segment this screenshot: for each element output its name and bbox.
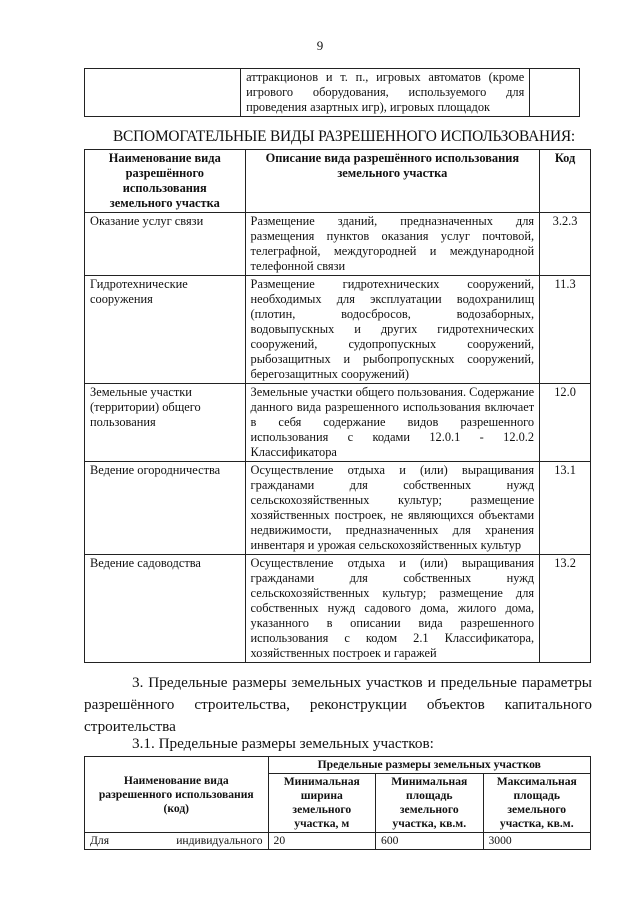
row-name: Ведение садоводства [85, 555, 246, 663]
row-name: Оказание услуг связи [85, 213, 246, 276]
table-row [85, 213, 591, 276]
table-header-row [85, 150, 591, 213]
plot-size-table [84, 756, 591, 850]
header-size-group: Предельные размеры земельных участков [268, 757, 590, 774]
row-description: Размещение зданий, предназначенных для размещения пунктов оказания услуг почтовой, телеграфной, междугородней и международной телефонной связи [245, 213, 540, 276]
header-min-width: Минимальная ширина земельного участка, м [268, 774, 375, 833]
table-header-row [85, 757, 591, 774]
row-name: Гидротехнические сооружения [85, 276, 246, 384]
row-name: Земельные участки (территории) общего пользования [85, 384, 246, 462]
table-cell-empty [85, 69, 241, 117]
header-description: Описание вида разрешённого использования земельного участка [245, 150, 540, 213]
paragraph-3-1: 3.1. Предельные размеры земельных участков: [132, 735, 434, 752]
continued-table [84, 68, 580, 117]
section-title: ВСПОМОГАТЕЛЬНЫЕ ВИДЫ РАЗРЕШЕННОГО ИСПОЛЬЗОВАНИЯ: [112, 128, 576, 145]
header-code: Код [540, 150, 591, 213]
table-row [85, 69, 580, 117]
row-description: Земельные участки общего пользования. Содержание данного вида разрешенного использования включает в себя содержание видов разрешенного использования с кодами 12.0.1 - 12.0.2 Классификатора [245, 384, 540, 462]
auxiliary-uses-table [84, 149, 591, 663]
header-name: Наименование вида разрешённого использования земельного участка [85, 150, 246, 213]
page-number: 9 [316, 38, 324, 53]
continued-description: аттракционов и т. п., игровых автоматов (кроме игрового оборудования, используемого для проведения азартных игр), игровых площадок [241, 69, 530, 117]
table-row [85, 833, 591, 850]
row-description: Осуществление отдыха и (или) выращивания гражданами для собственных нужд сельскохозяйственных культур; размещение для собственных нужд садового дома, жилого дома, указанного в описании вида разрешенного использования с кодом 2.1 Классификатора, хозяйственных построек и гаражей [245, 555, 540, 663]
table-row [85, 276, 591, 384]
header-min-area: Минимальная площадь земельного участка, кв.м. [376, 774, 483, 833]
row-code: 3.2.3 [540, 213, 591, 276]
header-use-name: Наименование вида разрешенного использования (код) [85, 757, 269, 833]
row-use-name: Для индивидуального [85, 833, 269, 850]
row-max-area: 3000 [483, 833, 591, 850]
row-code: 12.0 [540, 384, 591, 462]
row-code: 13.1 [540, 462, 591, 555]
row-description: Размещение гидротехнических сооружений, необходимых для эксплуатации водохранилищ (плотин, водосбросов, водозаборных, водовыпускных и других гидротехнических сооружений, судопропускных сооружений, рыбозащитных и рыбопропускных сооружений, берегозащитных сооружений) [245, 276, 540, 384]
header-max-area: Максимальная площадь земельного участка, кв.м. [483, 774, 591, 833]
row-code: 13.2 [540, 555, 591, 663]
table-row [85, 462, 591, 555]
row-min-area: 600 [376, 833, 483, 850]
table-row [85, 555, 591, 663]
table-row [85, 384, 591, 462]
row-name: Ведение огородничества [85, 462, 246, 555]
row-description: Осуществление отдыха и (или) выращивания гражданами для собственных нужд сельскохозяйственных культур; размещение хозяйственных построек, не являющихся объектами недвижимости, предназначенных для хранения инвентаря и урожая сельскохозяйственных культур [245, 462, 540, 555]
paragraph-3: 3. Предельные размеры земельных участков и предельные параметры разрешённого строительства, реконструкции объектов капитального строительства [84, 674, 592, 735]
row-code: 11.3 [540, 276, 591, 384]
row-min-width: 20 [268, 833, 375, 850]
table-cell-empty [530, 69, 580, 117]
